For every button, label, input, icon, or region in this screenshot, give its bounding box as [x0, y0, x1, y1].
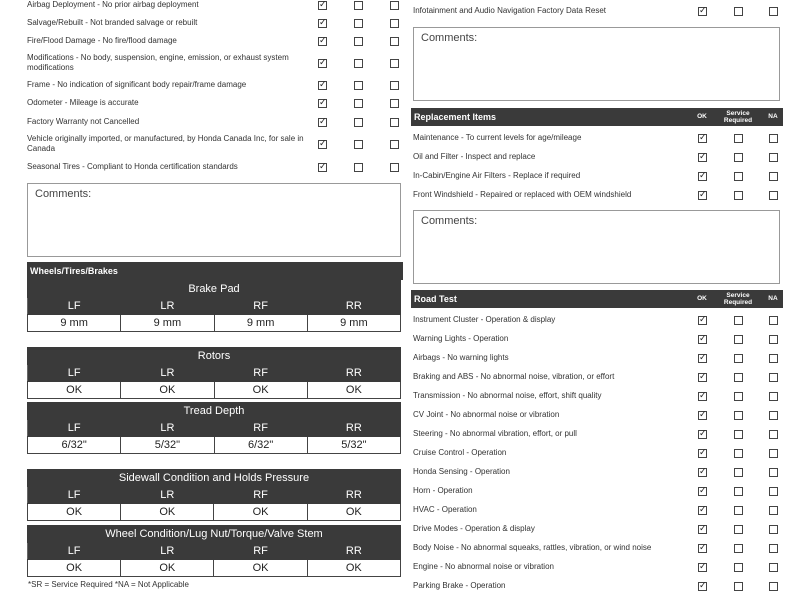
col-ok: OK: [697, 113, 707, 120]
ok-checkbox[interactable]: [698, 373, 707, 382]
row-label: Horn - Operation: [413, 486, 473, 495]
checklist-row: [413, 486, 783, 498]
service-required-checkbox[interactable]: [734, 544, 743, 553]
ok-checkbox[interactable]: [698, 134, 707, 143]
tire-table: [27, 347, 401, 399]
row-label: Airbags - No warning lights: [413, 353, 509, 362]
ok-checkbox[interactable]: [698, 392, 707, 401]
tire-value-cell: OK: [214, 382, 307, 399]
checklist-row: [413, 334, 783, 346]
service-required-checkbox[interactable]: [354, 59, 363, 68]
comments-label: Comments:: [35, 188, 92, 200]
na-checkbox[interactable]: [769, 335, 778, 344]
na-checkbox[interactable]: [769, 525, 778, 534]
service-required-checkbox[interactable]: [734, 582, 743, 591]
row-label: Factory Warranty not Cancelled: [27, 117, 140, 126]
na-checkbox[interactable]: [769, 134, 778, 143]
tire-value-cell: 9 mm: [28, 315, 121, 332]
checklist-row: [413, 190, 783, 202]
row-label: HVAC - Operation: [413, 505, 477, 514]
row-label: Odometer - Mileage is accurate: [27, 98, 139, 107]
replacement-items-title: Replacement Items: [414, 112, 497, 122]
col-na: NA: [768, 113, 778, 120]
na-checkbox[interactable]: [390, 59, 399, 68]
na-checkbox[interactable]: [769, 430, 778, 439]
ok-checkbox[interactable]: [698, 544, 707, 553]
tire-position-label: LR: [121, 365, 214, 382]
na-checkbox[interactable]: [769, 468, 778, 477]
tire-table-title: Wheel Condition/Lug Nut/Torque/Valve Stem: [28, 526, 401, 543]
tire-position-label: LR: [121, 487, 214, 504]
na-checkbox[interactable]: [769, 7, 778, 16]
tire-position-label: RR: [307, 365, 400, 382]
na-checkbox[interactable]: [390, 81, 399, 90]
na-checkbox[interactable]: [769, 544, 778, 553]
tire-position-label: RR: [307, 487, 400, 504]
tire-position-label: RF: [214, 543, 307, 560]
na-checkbox[interactable]: [390, 99, 399, 108]
infotainment-reset-row: [413, 6, 783, 18]
ok-checkbox[interactable]: [318, 163, 327, 172]
col-na: NA: [768, 295, 778, 302]
tire-value-cell: 9 mm: [121, 315, 214, 332]
service-required-checkbox[interactable]: [734, 506, 743, 515]
na-checkbox[interactable]: [390, 140, 399, 149]
tire-value-cell: 9 mm: [214, 315, 307, 332]
service-required-checkbox[interactable]: [734, 335, 743, 344]
row-label: Seasonal Tires - Compliant to Honda certification standards: [27, 162, 238, 171]
service-required-checkbox[interactable]: [354, 1, 363, 10]
ok-checkbox[interactable]: [698, 411, 707, 420]
row-label: Fire/Flood Damage - No fire/flood damage: [27, 36, 177, 45]
na-checkbox[interactable]: [769, 392, 778, 401]
tire-value-cell: OK: [214, 504, 307, 521]
service-required-checkbox[interactable]: [354, 118, 363, 127]
checklist-row: [27, 53, 407, 75]
row-label: Braking and ABS - No abnormal noise, vibration, or effort: [413, 372, 615, 381]
checklist-row: [27, 117, 407, 129]
service-required-checkbox[interactable]: [734, 411, 743, 420]
row-label: CV Joint - No abnormal noise or vibration: [413, 410, 560, 419]
wheels-section-header: [27, 262, 403, 280]
col-service-required: Service Required: [723, 292, 753, 306]
row-label: Vehicle originally imported, or manufactured, by Honda Canada Inc, for sale in Canada: [27, 134, 304, 153]
replacement-items-header: [411, 108, 783, 126]
ok-checkbox[interactable]: [698, 525, 707, 534]
ok-checkbox[interactable]: [318, 140, 327, 149]
row-label: Modifications - No body, suspension, engine, emission, or exhaust system modifications: [27, 53, 289, 72]
tire-value-cell: OK: [121, 504, 214, 521]
tire-table-title: Sidewall Condition and Holds Pressure: [28, 470, 401, 487]
row-label: Cruise Control - Operation: [413, 448, 507, 457]
tire-position-label: RR: [307, 298, 400, 315]
na-checkbox[interactable]: [769, 373, 778, 382]
na-checkbox[interactable]: [769, 316, 778, 325]
tire-position-label: LF: [28, 298, 121, 315]
service-required-checkbox[interactable]: [734, 373, 743, 382]
checklist-row: [413, 467, 783, 479]
ok-checkbox[interactable]: [318, 59, 327, 68]
row-label: Airbag Deployment - No prior airbag deployment: [27, 0, 199, 9]
left-comments-box[interactable]: [27, 183, 401, 257]
right-comments-box-2[interactable]: [413, 210, 780, 284]
checklist-row: [27, 162, 407, 174]
service-required-checkbox[interactable]: [734, 153, 743, 162]
row-label: Maintenance - To current levels for age/mileage: [413, 133, 582, 142]
service-required-checkbox[interactable]: [734, 354, 743, 363]
service-required-checkbox[interactable]: [734, 449, 743, 458]
na-checkbox[interactable]: [390, 163, 399, 172]
row-label: Body Noise - No abnormal squeaks, rattles, vibration, or wind noise: [413, 543, 652, 552]
checklist-row: [27, 80, 407, 92]
ok-checkbox[interactable]: [698, 354, 707, 363]
tire-table: [27, 469, 401, 521]
service-required-checkbox[interactable]: [354, 140, 363, 149]
checklist-row: [413, 448, 783, 460]
na-checkbox[interactable]: [390, 118, 399, 127]
row-label: Engine - No abnormal noise or vibration: [413, 562, 554, 571]
checklist-row: [413, 152, 783, 164]
row-label: Warning Lights - Operation: [413, 334, 509, 343]
col-service-required: Service Required: [723, 110, 753, 124]
tire-position-label: RF: [214, 420, 307, 437]
checklist-row: [27, 134, 407, 156]
checklist-row: [413, 429, 783, 441]
col-ok: OK: [697, 295, 707, 302]
tire-position-label: LF: [28, 543, 121, 560]
na-checkbox[interactable]: [769, 582, 778, 591]
checklist-row: [413, 543, 783, 555]
tire-position-label: LR: [121, 298, 214, 315]
ok-checkbox[interactable]: [698, 582, 707, 591]
checklist-row: [413, 171, 783, 183]
tire-position-label: LF: [28, 420, 121, 437]
row-label: In-Cabin/Engine Air Filters - Replace if required: [413, 171, 581, 180]
ok-checkbox[interactable]: [698, 153, 707, 162]
service-required-checkbox[interactable]: [354, 19, 363, 28]
tire-value-cell: 6/32": [28, 437, 121, 454]
tire-value-cell: OK: [28, 560, 121, 577]
ok-checkbox[interactable]: [698, 335, 707, 344]
na-checkbox[interactable]: [769, 172, 778, 181]
tire-value-cell: OK: [307, 382, 400, 399]
service-required-checkbox[interactable]: [354, 81, 363, 90]
checklist-row: [413, 391, 783, 403]
service-required-checkbox[interactable]: [734, 134, 743, 143]
ok-checkbox[interactable]: [698, 449, 707, 458]
ok-checkbox[interactable]: [698, 7, 707, 16]
tire-value-cell: OK: [28, 504, 121, 521]
tire-value-cell: 5/32": [307, 437, 400, 454]
row-label: Steering - No abnormal vibration, effort, or pull: [413, 429, 577, 438]
wheels-section-title: Wheels/Tires/Brakes: [30, 266, 118, 276]
row-label: Transmission - No abnormal noise, effort, shift quality: [413, 391, 602, 400]
tire-value-cell: OK: [121, 560, 214, 577]
tire-position-label: RF: [214, 365, 307, 382]
tire-table: [27, 280, 401, 332]
na-checkbox[interactable]: [769, 487, 778, 496]
tire-value-cell: OK: [307, 560, 400, 577]
na-checkbox[interactable]: [769, 449, 778, 458]
ok-checkbox[interactable]: [318, 37, 327, 46]
tire-position-label: LF: [28, 487, 121, 504]
tire-value-cell: 9 mm: [307, 315, 400, 332]
service-required-checkbox[interactable]: [734, 525, 743, 534]
tire-position-label: LF: [28, 365, 121, 382]
comments-label: Comments:: [421, 215, 478, 227]
service-required-checkbox[interactable]: [354, 99, 363, 108]
row-label: Oil and Filter - Inspect and replace: [413, 152, 536, 161]
na-checkbox[interactable]: [390, 1, 399, 10]
ok-checkbox[interactable]: [698, 316, 707, 325]
service-required-checkbox[interactable]: [354, 37, 363, 46]
row-label: Honda Sensing - Operation: [413, 467, 510, 476]
service-required-checkbox[interactable]: [734, 172, 743, 181]
tire-value-cell: OK: [214, 560, 307, 577]
service-required-checkbox[interactable]: [734, 468, 743, 477]
ok-checkbox[interactable]: [698, 430, 707, 439]
ok-checkbox[interactable]: [318, 19, 327, 28]
ok-checkbox[interactable]: [318, 81, 327, 90]
checklist-row: [413, 372, 783, 384]
row-label: Drive Modes - Operation & display: [413, 524, 535, 533]
tire-table-title: Rotors: [28, 348, 401, 365]
service-required-checkbox[interactable]: [734, 430, 743, 439]
row-label: Parking Brake - Operation: [413, 581, 506, 590]
ok-checkbox[interactable]: [698, 191, 707, 200]
checklist-row: [413, 410, 783, 422]
tire-value-cell: OK: [307, 504, 400, 521]
service-required-checkbox[interactable]: [734, 316, 743, 325]
ok-checkbox[interactable]: [698, 563, 707, 572]
row-label: Infotainment and Audio Navigation Factory Data Reset: [413, 6, 606, 15]
na-checkbox[interactable]: [769, 506, 778, 515]
tire-value-cell: 5/32": [121, 437, 214, 454]
checklist-row: [413, 581, 783, 593]
tire-value-cell: 6/32": [214, 437, 307, 454]
ok-checkbox[interactable]: [318, 99, 327, 108]
checklist-row: [413, 133, 783, 145]
right-comments-box-1[interactable]: [413, 27, 780, 101]
ok-checkbox[interactable]: [698, 172, 707, 181]
road-test-header: [411, 290, 783, 308]
checklist-row: [27, 0, 407, 12]
tire-position-label: RF: [214, 487, 307, 504]
service-required-checkbox[interactable]: [354, 163, 363, 172]
na-checkbox[interactable]: [390, 37, 399, 46]
service-required-checkbox[interactable]: [734, 392, 743, 401]
na-checkbox[interactable]: [769, 191, 778, 200]
checklist-row: [27, 98, 407, 110]
service-required-checkbox[interactable]: [734, 7, 743, 16]
na-checkbox[interactable]: [769, 563, 778, 572]
tire-position-label: RR: [307, 543, 400, 560]
ok-checkbox[interactable]: [698, 506, 707, 515]
checklist-row: [413, 505, 783, 517]
checklist-row: [413, 562, 783, 574]
row-label: Front Windshield - Repaired or replaced with OEM windshield: [413, 190, 632, 199]
ok-checkbox[interactable]: [698, 468, 707, 477]
tire-position-label: LR: [121, 420, 214, 437]
tire-position-label: RF: [214, 298, 307, 315]
ok-checkbox[interactable]: [318, 1, 327, 10]
ok-checkbox[interactable]: [318, 118, 327, 127]
na-checkbox[interactable]: [769, 354, 778, 363]
checklist-row: [27, 18, 407, 30]
service-required-checkbox[interactable]: [734, 563, 743, 572]
comments-label: Comments:: [421, 32, 478, 44]
tire-value-cell: OK: [121, 382, 214, 399]
tire-position-label: LR: [121, 543, 214, 560]
checklist-row: [413, 524, 783, 536]
tire-table-title: Tread Depth: [28, 403, 401, 420]
checklist-row: [413, 315, 783, 327]
footnote: *SR = Service Required *NA = Not Applicable: [28, 580, 189, 589]
tire-value-cell: OK: [28, 382, 121, 399]
tire-table-title: Brake Pad: [28, 281, 401, 298]
tire-position-label: RR: [307, 420, 400, 437]
service-required-checkbox[interactable]: [734, 191, 743, 200]
row-label: Instrument Cluster - Operation & display: [413, 315, 556, 324]
na-checkbox[interactable]: [769, 411, 778, 420]
row-label: Frame - No indication of significant body repair/frame damage: [27, 80, 247, 89]
checklist-row: [413, 353, 783, 365]
na-checkbox[interactable]: [390, 19, 399, 28]
na-checkbox[interactable]: [769, 153, 778, 162]
checklist-row: [27, 36, 407, 48]
row-label: Salvage/Rebuilt - Not branded salvage or rebuilt: [27, 18, 198, 27]
tire-table: [27, 525, 401, 577]
service-required-checkbox[interactable]: [734, 487, 743, 496]
tire-table: [27, 402, 401, 454]
road-test-title: Road Test: [414, 294, 457, 304]
ok-checkbox[interactable]: [698, 487, 707, 496]
